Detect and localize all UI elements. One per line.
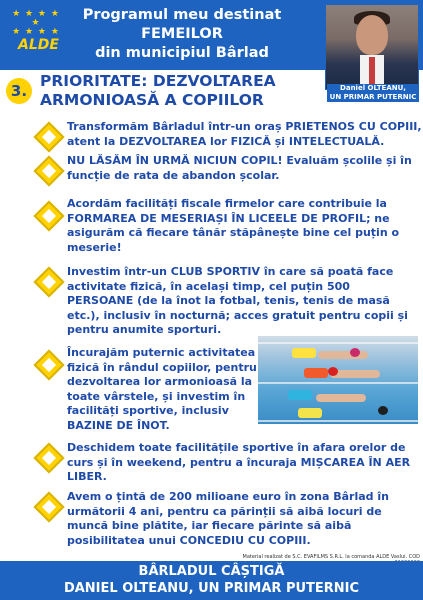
title-line-2: FEMEILOR bbox=[141, 26, 223, 42]
footer-line1: BÂRLADUL CÂȘTIGĂ bbox=[138, 564, 285, 579]
item-text: Transformăm Bârladul într-un oraș PRIETENOS CU COPIII, atent la DEZVOLTAREA lor FIZICĂ și INTELECTUALĂ. bbox=[67, 120, 422, 148]
stars-icon: ★ ★ ★ ★ ★ ★ ★ ★ ★ bbox=[12, 9, 60, 37]
name-plate bbox=[327, 84, 419, 102]
diamond-bullet-icon bbox=[38, 354, 60, 376]
name-plate-line1: Daniel OLTEANU, bbox=[340, 84, 406, 92]
footer-banner bbox=[0, 561, 423, 600]
diamond-bullet-icon bbox=[38, 126, 60, 148]
section-title bbox=[40, 72, 276, 110]
section-number: 3. bbox=[6, 78, 32, 104]
logo-text: ALDE bbox=[18, 37, 59, 53]
item-text: Deschidem toate facilitățile sportive în afara orelor de curs și în weekend, pentru a încuraja MIȘCAREA ÎN AER LIBER. bbox=[67, 441, 411, 483]
diamond-bullet-icon bbox=[38, 447, 60, 469]
swimming-photo bbox=[258, 336, 418, 424]
page-title bbox=[66, 6, 298, 63]
item-text: Avem o țintă de 200 milioane euro în zona Bârlad în următorii 4 ani, pentru ca părinții să aibă locuri de muncă bine plătite, iar fiecare părinte să aibă posibilitatea unui CONCEDIU CU COPIII. bbox=[67, 490, 389, 547]
diamond-bullet-icon bbox=[38, 160, 60, 182]
item-text: NU LĂSĂM ÎN URMĂ NICIUN COPIL! Evaluăm școlile și în funcție de rata de abandon școlar. bbox=[67, 154, 412, 182]
section-title-line2: ARMONIOASĂ A COPIILOR bbox=[40, 91, 264, 109]
diamond-bullet-icon bbox=[38, 205, 60, 227]
candidate-photo bbox=[325, 4, 419, 90]
alde-logo bbox=[8, 10, 64, 56]
section-title-line1: PRIORITATE: DEZVOLTAREA bbox=[40, 72, 276, 90]
title-line-3: din municipiul Bârlad bbox=[95, 45, 269, 61]
item-text: Acordăm facilități fiscale firmelor care contribuie la FORMAREA DE MESERIAȘI ÎN LICEELE DE PROFIL; ne asigurăm că fiecare tânăr stăpânește bine cel puțin o meserie! bbox=[67, 197, 400, 254]
name-plate-line2: UN PRIMAR PUTERNIC bbox=[329, 93, 417, 101]
item-text: Investim într-un CLUB SPORTIV în care să poată face activitate fizică, în același timp, cel puțin 500 PERSOANE (de la înot la fotbal, tenis, tenis de masă etc.), inclusiv în nocturnă; acces gratuit pentru copii și pentru anumite sporturi. bbox=[67, 265, 408, 336]
item-text: Încurajăm puternic activitatea fizică în rândul copiilor, pentru dezvoltarea lor armonioasă la toate vârstele, și investim în facilități sportive, inclusiv BAZINE DE ÎNOT. bbox=[67, 346, 257, 432]
legal-credit: Material realizat de S.C. EVAFILMS S.R.L. la comanda ALDE Vaslui. COD bbox=[242, 554, 420, 560]
section-heading bbox=[0, 72, 320, 114]
diamond-bullet-icon bbox=[38, 496, 60, 518]
title-line-1: Programul meu destinat bbox=[82, 7, 282, 23]
diamond-bullet-icon bbox=[38, 271, 60, 293]
footer-line2: DANIEL OLTEANU, UN PRIMAR PUTERNIC bbox=[63, 581, 360, 596]
